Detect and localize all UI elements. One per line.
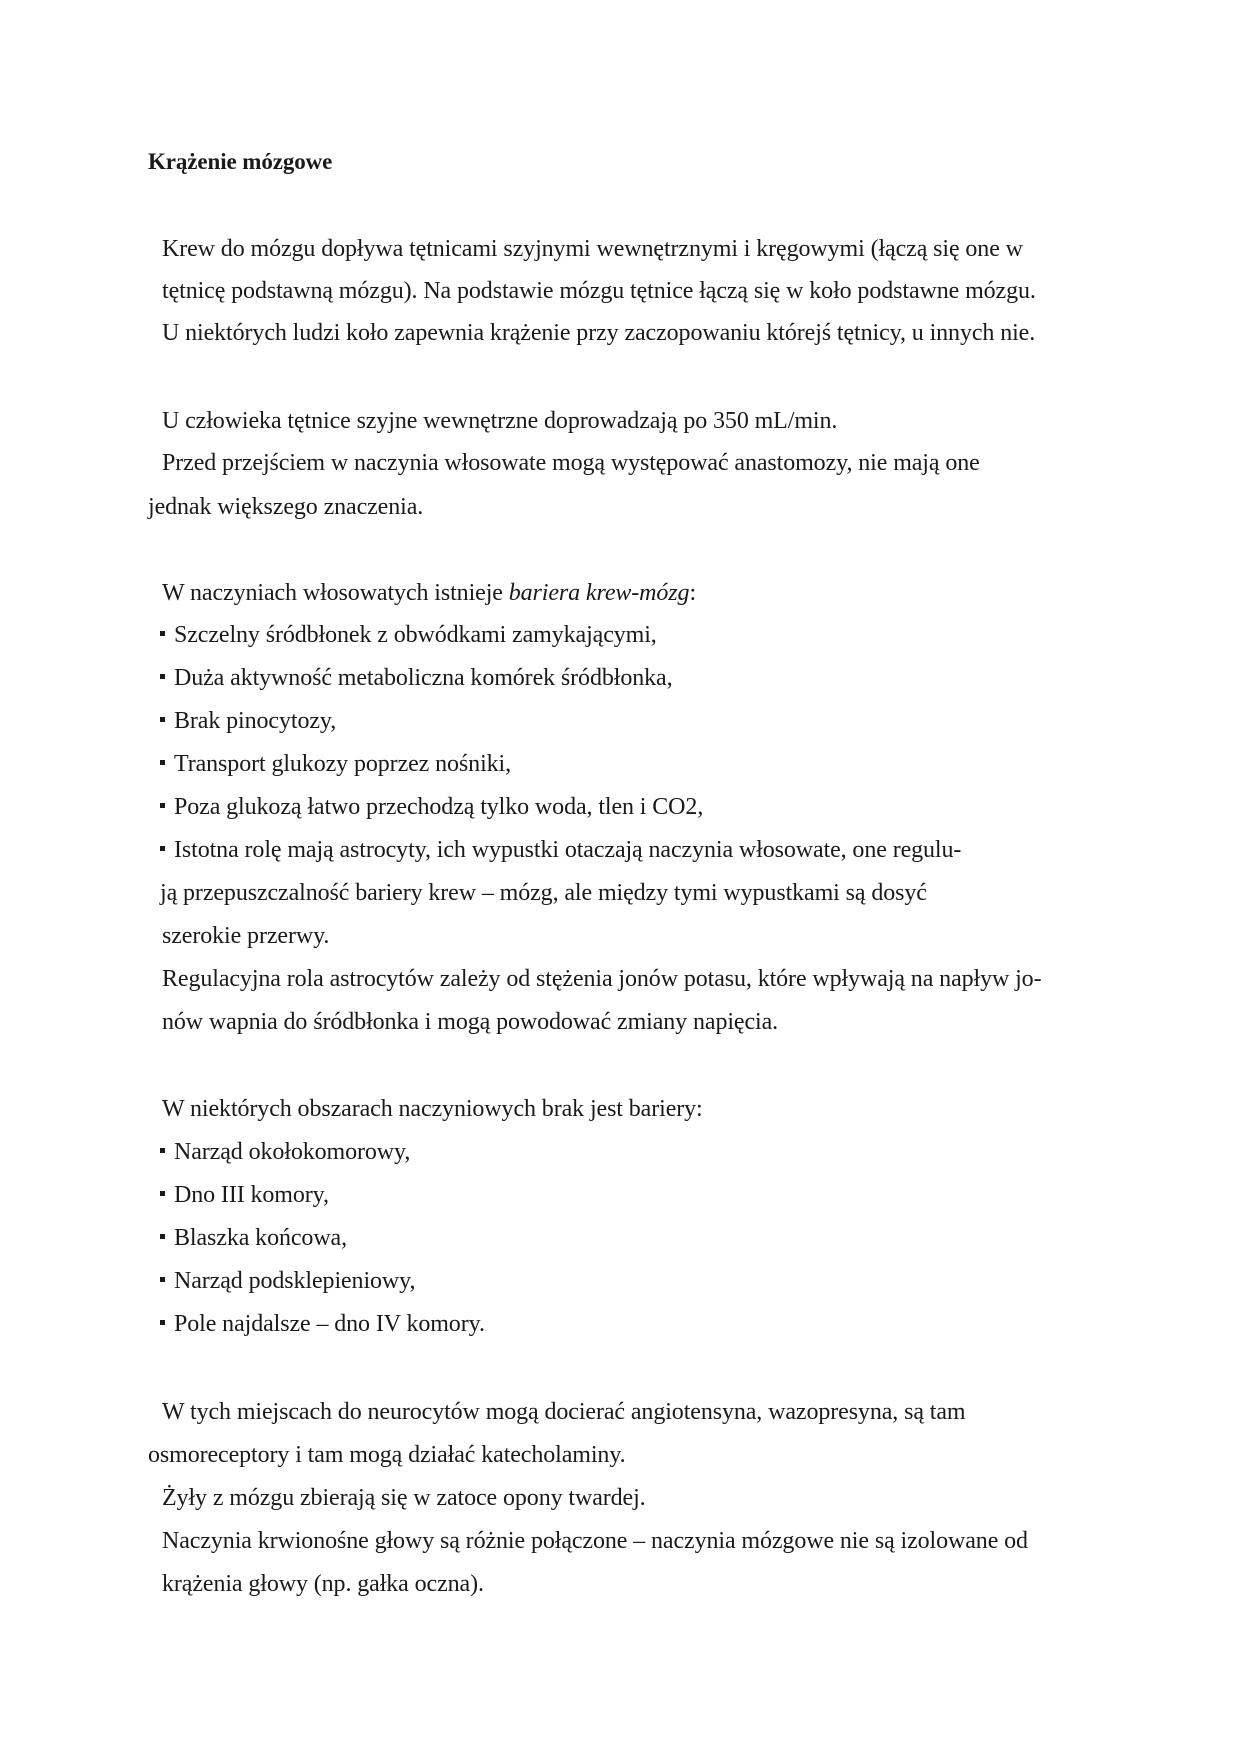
paragraph-line: osmoreceptory i tam mogą działać katecholaminy.: [148, 1442, 626, 1468]
list-item-text: Istotna rolę mają astrocyty, ich wypustki otaczają naczynia włosowate, one regulu-: [174, 837, 962, 863]
list-item-text: Narząd okołokomorowy,: [174, 1139, 411, 1165]
list-item-text: Narząd podsklepieniowy,: [174, 1268, 416, 1294]
list-item: [160, 706, 336, 736]
list-item: [160, 749, 511, 779]
list-item: [160, 1223, 347, 1253]
list-item-text: Brak pinocytozy,: [174, 708, 337, 734]
list-item-continuation: szerokie przerwy.: [162, 923, 330, 949]
list-item: [160, 792, 703, 822]
bullet-icon: [160, 835, 174, 865]
paragraph-line: Regulacyjna rola astrocytów zależy od stężenia jonów potasu, które wpływają na napływ jo-: [162, 966, 1042, 992]
bullet-icon: [160, 620, 174, 650]
list-item: [160, 663, 672, 693]
list-item-text: Pole najdalsze – dno IV komory.: [174, 1311, 485, 1337]
bullet-icon: [160, 1266, 174, 1296]
paragraph-line: Krew do mózgu dopływa tętnicami szyjnymi wewnętrznymi i kręgowymi (łączą się one w: [162, 236, 1023, 262]
list-item-text: Dno III komory,: [174, 1182, 329, 1208]
list-item-text: Duża aktywność metaboliczna komórek śródbłonka,: [174, 665, 673, 691]
paragraph-line: U człowieka tętnice szyjne wewnętrzne doprowadzają po 350 mL/min.: [162, 408, 838, 434]
barrier-intro-term: bariera krew-mózg: [508, 580, 690, 606]
list-item: [160, 835, 961, 865]
paragraph-line: nów wapnia do śródbłonka i mogą powodować zmiany napięcia.: [162, 1009, 779, 1035]
list-item: [160, 1180, 329, 1210]
bullet-icon: [160, 749, 174, 779]
bullet-icon: [160, 1223, 174, 1253]
paragraph-line: krążenia głowy (np. gałka oczna).: [162, 1571, 484, 1597]
paragraph-line: Żyły z mózgu zbierają się w zatoce opony twardej.: [162, 1485, 646, 1511]
barrier-intro-prefix: W naczyniach włosowatych istnieje: [162, 580, 509, 606]
bullet-icon: [160, 706, 174, 736]
bullet-icon: [160, 1309, 174, 1339]
document-title: Krążenie mózgowe: [148, 149, 333, 174]
list-item-continuation: ją przepuszczalność bariery krew – mózg, ale między tymi wypustkami są dosyć: [160, 880, 927, 906]
paragraph-line: Przed przejściem w naczynia włosowate mogą występować anastomozy, nie mają one: [162, 450, 980, 476]
paragraph-line: tętnicę podstawną mózgu). Na podstawie mózgu tętnice łączą się w koło podstawne mózgu.: [162, 278, 1036, 304]
list-item-text: Szczelny śródbłonek z obwódkami zamykającymi,: [174, 622, 657, 648]
paragraph-line: W tych miejscach do neurocytów mogą docierać angiotensyna, wazopresyna, są tam: [162, 1399, 966, 1425]
bullet-icon: [160, 1137, 174, 1167]
list-item-text: Transport glukozy poprzez nośniki,: [174, 751, 512, 777]
list-item: [160, 1266, 415, 1296]
list-item: [160, 1309, 485, 1339]
paragraph-line: Naczynia krwionośne głowy są różnie połączone – naczynia mózgowe nie są izolowane od: [162, 1528, 1028, 1554]
list-item: [160, 1137, 410, 1167]
barrier-intro: [162, 578, 696, 608]
list-item-text: Poza glukozą łatwo przechodzą tylko woda, tlen i CO2,: [174, 794, 704, 820]
paragraph-line: U niektórych ludzi koło zapewnia krążenie przy zaczopowaniu którejś tętnicy, u innych nie.: [162, 320, 1036, 346]
list-item-text: Blaszka końcowa,: [174, 1225, 348, 1251]
paragraph-line: jednak większego znaczenia.: [148, 494, 424, 520]
no-barrier-intro: W niektórych obszarach naczyniowych brak jest bariery:: [162, 1096, 703, 1122]
bullet-icon: [160, 792, 174, 822]
bullet-icon: [160, 1180, 174, 1210]
list-item: [160, 620, 657, 650]
barrier-intro-suffix: :: [689, 580, 697, 606]
bullet-icon: [160, 663, 174, 693]
